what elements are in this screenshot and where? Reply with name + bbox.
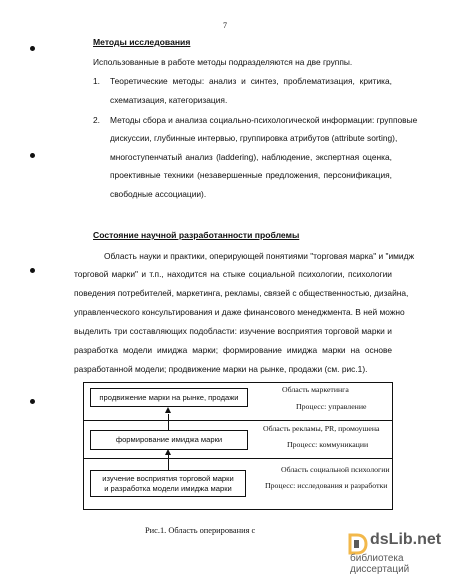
arrow-up-icon	[165, 449, 171, 455]
item-text-line: проективные техники (незавершенные предложения, персонификация,	[110, 170, 392, 180]
margin-dot	[30, 46, 35, 51]
social-psychology-area-label: Область социальной психологии	[281, 465, 390, 474]
watermark-brand: dsLib.net	[370, 531, 442, 548]
figure-caption: Рис.1. Область оперирования с	[145, 526, 256, 535]
node-image-formation: формирование имиджа марки	[90, 430, 248, 450]
item-text-line: схематизация, категоризация.	[110, 95, 228, 105]
advertising-process-label: Процесс: коммуникации	[287, 440, 369, 449]
paragraph-line: управленческого консультирования и даже финансового менеджмента. В ней можно	[74, 307, 405, 317]
state-heading: Состояние научной разработанности проблемы	[93, 230, 300, 240]
advertising-area-label: Область рекламы, PR, промоушена	[263, 424, 380, 433]
paragraph-line: выделить три составляющих подобласти: изучение восприятия торговой марки и	[74, 326, 392, 336]
node-perception-research	[90, 470, 246, 497]
arrow-line	[168, 455, 169, 470]
marketing-process-label: Процесс: управление	[296, 402, 367, 411]
item-text-line: Теоретические методы: анализ и синтез, проблематизация, критика,	[110, 76, 392, 86]
page-number: 7	[223, 21, 227, 30]
paragraph-line: разработка модели имиджа марки; формирование имиджа марки на основе	[74, 345, 392, 355]
paragraph-line: поведения потребителей, маркетинга, рекламы, связей с общественностью, дизайна,	[74, 288, 409, 298]
arrow-up-icon	[165, 407, 171, 413]
watermark-tagline: библиотека диссертаций	[350, 553, 410, 575]
node-line: изучение восприятия торговой марки	[102, 474, 234, 483]
social-psychology-process-label: Процесс: исследования и разработки	[265, 481, 388, 490]
paragraph-line: разработанной модели; продвижение марки на рынке, продажи (см. рис.1).	[74, 364, 368, 374]
node-promotion: продвижение марки на рынке, продажи	[90, 388, 248, 407]
item-number: 2.	[93, 115, 100, 125]
item-text-line: Методы сбора и анализа социально-психологической информации: групповые	[110, 115, 418, 125]
node-line: и разработка модели имиджа марки	[104, 484, 232, 493]
marketing-area-label: Область маркетинга	[282, 385, 349, 394]
margin-dot	[30, 153, 35, 158]
item-text-line: свободные ассоциации).	[110, 189, 207, 199]
methods-heading: Методы исследования	[93, 37, 191, 47]
item-number: 1.	[93, 76, 100, 86]
item-text-line: дискуссии, глубинные интервью, группировка атрибутов (attribute sorting),	[110, 133, 398, 143]
margin-dot	[30, 399, 35, 404]
dslib-logo-icon	[348, 533, 368, 555]
arrow-line	[168, 414, 169, 430]
methods-intro: Использованные в работе методы подразделяются на две группы.	[93, 57, 353, 67]
item-text-line: многоступенчатый анализ (laddering), наблюдение, экспертная оценка,	[110, 152, 392, 162]
margin-dot	[30, 268, 35, 273]
paragraph-line: Область науки и практики, оперирующей понятиями "торговая марка" и "имидж	[104, 251, 415, 261]
paragraph-line: торговой марки" и т.п., находится на стыке социальной психологии, психологии	[74, 269, 392, 279]
